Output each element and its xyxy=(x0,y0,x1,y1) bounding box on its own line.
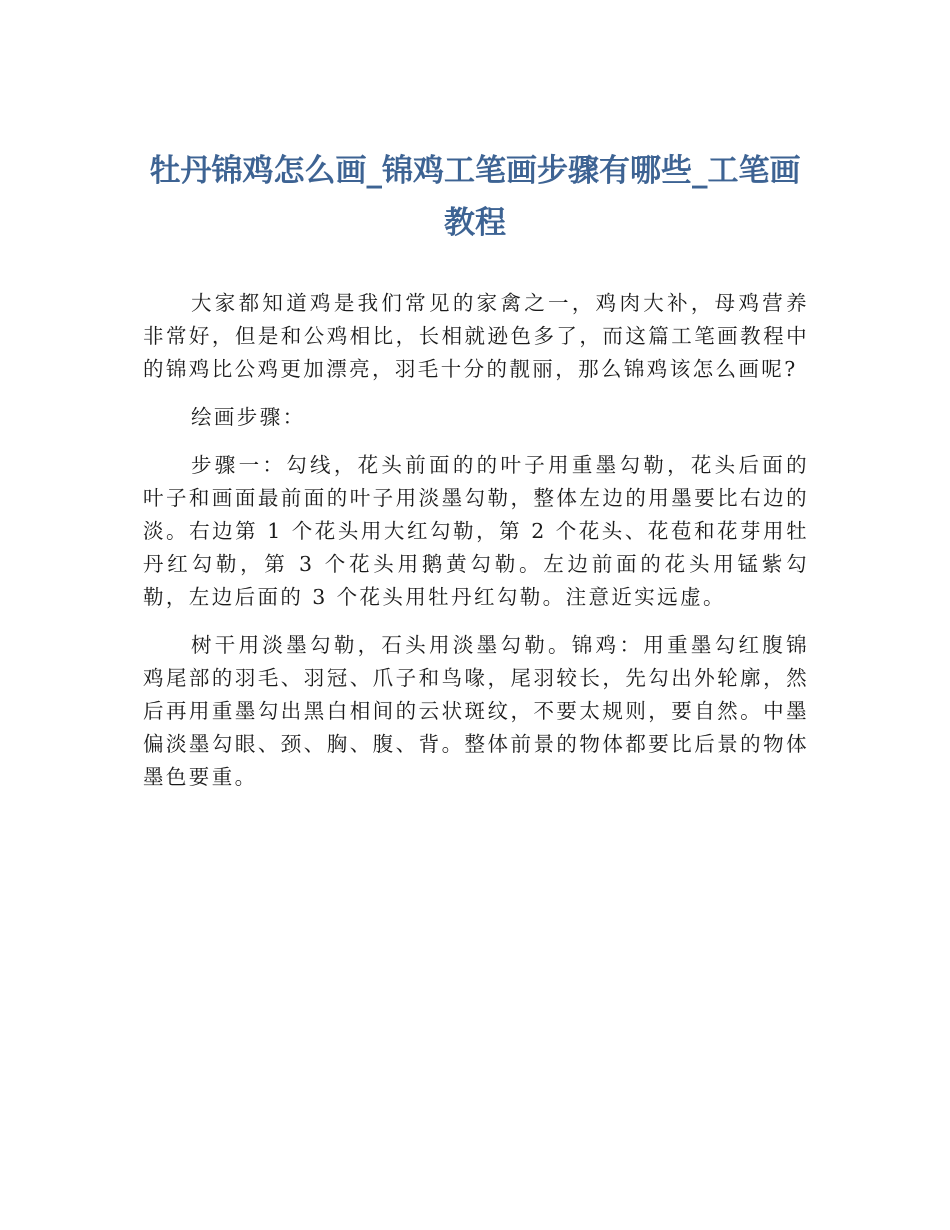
trunk-and-pheasant-paragraph: 树干用淡墨勾勒，石头用淡墨勾勒。锦鸡：用重墨勾红腹锦鸡尾部的羽毛、羽冠、爪子和鸟喙，尾羽较长，先勾出外轮廓，然后再用重墨勾出黑白相间的云状斑纹，不要太规则，要自然。中墨偏淡墨勾眼、颈、胸、腹、背。整体前景的物体都要比后景的物体墨色要重。 xyxy=(143,633,809,789)
article-title: 牡丹锦鸡怎么画_锦鸡工笔画步骤有哪些_工笔画教程 xyxy=(149,153,801,241)
steps-heading: 绘画步骤： xyxy=(191,405,306,429)
article-body xyxy=(143,287,809,809)
intro-paragraph: 大家都知道鸡是我们常见的家禽之一，鸡肉大补，母鸡营养非常好，但是和公鸡相比，长相就逊色多了，而这篇工笔画教程中的锦鸡比公鸡更加漂亮，羽毛十分的靓丽，那么锦鸡该怎么画呢? xyxy=(143,291,809,381)
step-one-paragraph: 步骤一：勾线，花头前面的的叶子用重墨勾勒，花头后面的叶子和画面最前面的叶子用淡墨勾勒，整体左边的用墨要比右边的淡。右边第 1 个花头用大红勾勒，第 2 个花头、花苞和花芽用牡丹红勾勒，第 3 个花头用鹅黄勾勒。左边前面的花头用锰紫勾勒，左边后面的 3 个花头用牡丹红勾勒。注意近实远虚。 xyxy=(143,453,809,609)
